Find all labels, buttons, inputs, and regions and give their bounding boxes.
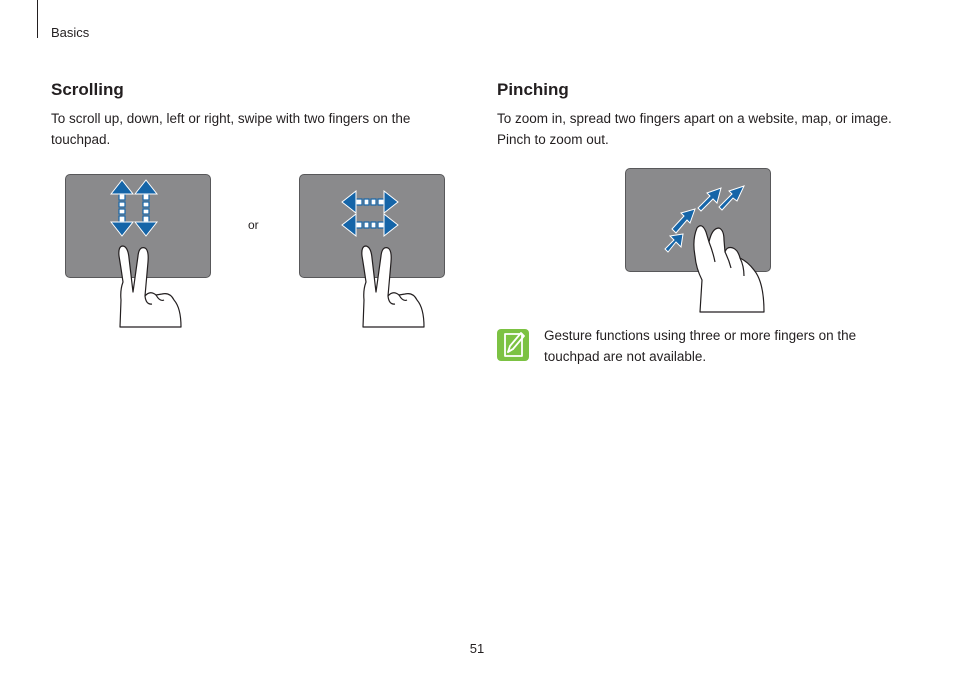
pinching-hand-icon <box>694 226 764 312</box>
scrolling-title: Scrolling <box>51 80 124 99</box>
note-text: Gesture functions using three or more fingers on the touchpad are not available. <box>544 328 857 364</box>
horizontal-arrow-bottom-icon <box>342 214 398 236</box>
two-finger-hand-icon <box>119 246 181 327</box>
pinching-title: Pinching <box>497 80 569 99</box>
section-label: Basics <box>51 25 90 40</box>
scrolling-description: To scroll up, down, left or right, swipe with two fingers on the touchpad. <box>51 111 411 147</box>
vertical-arrow-left-icon <box>111 180 133 236</box>
two-finger-hand-icon <box>362 246 424 327</box>
vertical-arrow-right-icon <box>135 180 157 236</box>
or-separator: or <box>248 218 259 232</box>
note-pencil-icon <box>505 333 524 356</box>
pinching-description: To zoom in, spread two fingers apart on a website, map, or image. Pinch to zoom out. <box>497 111 892 147</box>
page-number: 51 <box>469 641 485 656</box>
horizontal-arrow-top-icon <box>342 191 398 213</box>
